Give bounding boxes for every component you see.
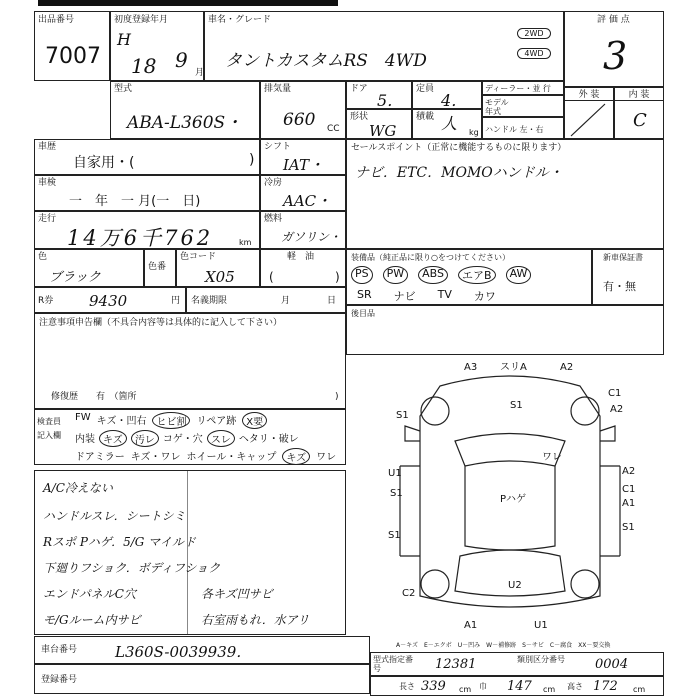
color-no-label: 色番 — [148, 262, 167, 272]
cert-label: 型式指定番号 — [373, 655, 413, 673]
displacement-value: 660 — [283, 110, 316, 130]
model-value: タントカスタムRS 4WD — [225, 51, 427, 71]
door-value: 5． — [377, 91, 404, 110]
note-end-panel: エンドパネルC穴 — [43, 587, 136, 601]
body-label: 形状 — [350, 112, 369, 122]
usage-close: ) — [249, 152, 255, 168]
first-reg-year: 18 — [131, 54, 157, 78]
width-value: 147 — [507, 679, 532, 694]
light-oil-label: 軽 油 — [287, 252, 315, 262]
note-handle: ハンドルスレ．シートシミ — [43, 509, 186, 523]
listing-no-box — [34, 11, 110, 81]
model-label: 車名・グレード — [208, 15, 272, 25]
svg-text:C1: C1 — [608, 388, 622, 399]
shift-label: シフト — [264, 142, 292, 152]
header-strip — [38, 0, 338, 6]
insp-repair: リペア跡 — [196, 416, 237, 427]
recycle-label: R券 — [38, 296, 54, 306]
light-oil-box: 軽 油 ( ) — [260, 249, 346, 287]
inspector-label2: 記入欄 — [37, 431, 61, 440]
equipment-row1 — [351, 266, 531, 284]
ac-box — [260, 175, 346, 211]
svg-text:A2: A2 — [622, 466, 636, 477]
first-reg-label: 初度登録年月 — [114, 15, 169, 25]
inspection-label: 車検 — [38, 178, 57, 188]
dealer-box — [482, 81, 564, 95]
svg-text:A2: A2 — [610, 404, 624, 415]
inspector-row2 — [75, 430, 299, 447]
equip-navi: ナビ — [393, 290, 416, 303]
width-unit: cm — [543, 685, 556, 694]
color-value: ブラック — [49, 270, 101, 285]
model-box — [204, 11, 564, 81]
insp-wheel-scratch: キズ — [282, 448, 310, 465]
repair-label: 修復歴 有 （箇所 — [51, 392, 137, 402]
exterior-label: 外 装 — [565, 90, 613, 101]
insp-wheel: ホイール・キャップ — [186, 452, 277, 463]
listing-no: 7007 — [45, 44, 101, 69]
recycle-unit: 円 — [171, 296, 181, 306]
first-reg-month: 9 — [175, 48, 188, 72]
class-label: 類別区分番号 — [517, 655, 565, 664]
exterior-slash — [565, 102, 613, 138]
notes-box — [34, 313, 346, 409]
note-luggage: モ/Gルーム内サビ — [43, 613, 141, 627]
warranty-value: 有・無 — [603, 280, 636, 293]
sales-point-label: セールスポイント（正常に機能するものに限ります） — [351, 143, 567, 153]
fuel-value: ガソリン・ — [281, 230, 342, 244]
load-label: 積載 — [416, 112, 435, 122]
chassis-value: L360S-0039939． — [115, 643, 252, 661]
equip-airbag: エアB — [458, 266, 496, 284]
reg-no-box — [34, 664, 370, 694]
usage-box — [34, 139, 260, 175]
body-box — [346, 109, 412, 139]
usage-label: 車歴 — [38, 142, 57, 152]
displacement-box — [260, 81, 346, 139]
type-box — [110, 81, 260, 139]
svg-text:スリA: スリA — [500, 362, 527, 373]
insp-int-sag: ヘタリ・破レ — [238, 434, 299, 445]
color-box — [34, 249, 144, 287]
car-damage-diagram — [360, 356, 660, 636]
drive-4wd: 4WD — [517, 48, 551, 59]
color-no-box — [144, 249, 176, 287]
insp-int-scratch: キズ — [99, 430, 127, 447]
diagram-legend: A－キズ E－エクボ U－凹み W－補修跡 S－サビ C－腐食 XX－要交換 — [396, 642, 611, 649]
equipment-row2 — [357, 288, 496, 304]
month-unit: 月 — [195, 68, 205, 78]
cert-value: 12381 — [435, 657, 477, 672]
color-code-box — [176, 249, 260, 287]
shift-box — [260, 139, 346, 175]
svg-text:S1: S1 — [396, 410, 409, 421]
color-code-value: X05 — [205, 268, 235, 286]
mileage-label: 走行 — [38, 214, 57, 224]
body-value: WG — [369, 122, 397, 140]
listing-no-label: 出品番号 — [38, 15, 75, 25]
svg-text:A2: A2 — [560, 362, 574, 373]
repair-close: ) — [335, 392, 339, 402]
ac-value: AAC・ — [283, 192, 332, 210]
rear-items-label: 後目品 — [351, 309, 375, 318]
inspector-box — [34, 409, 346, 465]
insp-replace: X要 — [242, 412, 267, 429]
note-rear-spoiler: Rスポ Pハゲ．5/G マイルド — [43, 535, 196, 549]
inspection-box — [34, 175, 260, 211]
interior-value: C — [633, 110, 647, 131]
dealer-label: ディーラー・並 行 — [485, 84, 551, 93]
insp-wheel-crack: ワレ — [316, 452, 337, 463]
first-reg-box — [110, 11, 204, 81]
capacity-label: 定員 — [416, 84, 435, 94]
recycle-box — [34, 287, 186, 313]
inspection-value: 一 年 一 月(一 日) — [69, 194, 201, 209]
load-box — [412, 109, 482, 139]
inspector-row3 — [75, 448, 336, 465]
svg-text:U2: U2 — [508, 580, 522, 591]
insp-int-wear: スレ — [207, 430, 235, 447]
note-scratch: 各キズ凹サビ — [201, 587, 273, 601]
interior-label: 内 装 — [615, 90, 663, 101]
insp-int-burn: コゲ・穴 — [162, 434, 203, 445]
load-unit: kg — [469, 128, 479, 137]
equip-sr: SR — [357, 288, 372, 301]
equip-ps: PS — [351, 266, 373, 284]
height-unit: cm — [633, 685, 646, 694]
interior-box — [614, 87, 664, 139]
insp-fw: FW — [75, 412, 91, 423]
color-label: 色 — [38, 252, 48, 262]
color-code-label: 色コード — [180, 252, 217, 262]
svg-text:S1: S1 — [390, 488, 403, 499]
note-underbody: 下廻りフショク．ボディフショク — [43, 561, 221, 575]
exterior-box — [564, 87, 614, 139]
shift-value: IAT・ — [283, 156, 324, 174]
svg-text:S1: S1 — [388, 530, 401, 541]
inspector-label1: 検査員 — [37, 417, 61, 426]
equip-leather: カワ — [473, 290, 496, 303]
svg-text:A1: A1 — [464, 620, 478, 631]
length-unit: cm — [459, 685, 472, 694]
door-box — [346, 81, 412, 109]
length-label: 長さ — [399, 682, 415, 691]
warranty-label: 新車保証書 — [603, 253, 643, 262]
drive-2wd: 2WD — [517, 28, 551, 39]
chassis-label: 車台番号 — [41, 645, 78, 655]
rear-items-box — [346, 305, 664, 355]
usage-value: 自家用・( — [73, 155, 135, 171]
svg-text:S1: S1 — [622, 522, 635, 533]
sales-point-box — [346, 139, 664, 249]
svg-text:A3: A3 — [464, 362, 478, 373]
model-year-label: モデル 年式 — [485, 98, 509, 116]
svg-text:U1: U1 — [388, 468, 402, 479]
insp-interior: 内装 — [75, 434, 95, 445]
cert-box — [370, 652, 664, 676]
chassis-box — [34, 636, 370, 664]
height-value: 172 — [593, 679, 618, 694]
svg-text:C2: C2 — [402, 588, 416, 599]
reg-expiry-box — [186, 287, 346, 313]
handle-box — [482, 117, 564, 139]
svg-text:U1: U1 — [534, 620, 548, 631]
mileage-box — [34, 211, 260, 249]
width-label: 巾 — [479, 682, 487, 691]
grade-box — [564, 11, 664, 87]
svg-text:A1: A1 — [622, 498, 636, 509]
type-label: 型式 — [114, 84, 133, 94]
model-year-box — [482, 95, 564, 117]
reg-month: 月 — [281, 296, 291, 306]
capacity-value: 4．人 — [441, 91, 468, 133]
reg-expiry-label: 名義期限 — [191, 296, 228, 306]
length-value: 339 — [421, 679, 446, 694]
grade-label: 評 価 点 — [597, 15, 630, 25]
svg-text:ワレ: ワレ — [542, 452, 562, 463]
equipment-box — [346, 249, 592, 305]
equip-aw: AW — [506, 266, 532, 284]
ac-label: 冷房 — [264, 178, 283, 188]
equip-tv: TV — [437, 288, 452, 301]
fuel-box — [260, 211, 346, 249]
displacement-unit: CC — [327, 124, 340, 134]
first-reg-era: H — [117, 30, 131, 49]
height-label: 高さ — [567, 682, 583, 691]
handwritten-notes-box — [34, 470, 346, 635]
equip-abs: ABS — [418, 266, 448, 284]
inspector-row1 — [75, 412, 267, 429]
handle-label: ハンドル 左・右 — [485, 125, 544, 134]
mileage-unit: km — [239, 238, 252, 247]
type-value: ABA-L360S・ — [127, 113, 243, 133]
recycle-value: 9430 — [89, 292, 128, 310]
sales-point-value: ナビ．ETC．MOMOハンドル・ — [355, 165, 563, 181]
insp-int-dirt: 汚レ — [131, 430, 159, 447]
class-value: 0004 — [595, 657, 629, 672]
svg-text:S1: S1 — [510, 400, 523, 411]
insp-scratch-dent: キズ・凹右 — [96, 416, 147, 427]
door-label: ドア — [350, 84, 368, 94]
fuel-label: 燃料 — [264, 214, 283, 224]
mileage-value: 14万6千762 — [67, 226, 214, 250]
equip-pw: PW — [383, 266, 409, 284]
svg-text:C1: C1 — [622, 484, 636, 495]
svg-text:Pハゲ: Pハゲ — [500, 494, 527, 505]
dimensions-box — [370, 676, 664, 696]
displacement-label: 排気量 — [264, 84, 292, 94]
reg-no-label: 登録番号 — [41, 675, 78, 685]
equipment-label: 装備品（純正品に限り○をつけてください） — [351, 253, 510, 262]
reg-day: 日 — [327, 296, 337, 306]
insp-mirror-damage: キズ・ワレ — [130, 452, 181, 463]
insp-mirror: ドアミラー — [75, 452, 125, 463]
note-leak: 右室雨もれ．水アリ — [201, 613, 310, 627]
grade-value: 3 — [603, 34, 628, 78]
note-ac: A/C冷えない — [43, 481, 113, 495]
warranty-box — [592, 249, 664, 305]
notes-label: 注意事項申告欄（不具合内容等は具体的に記入して下さい） — [39, 318, 283, 328]
insp-crack: ヒビ割 — [152, 412, 190, 429]
